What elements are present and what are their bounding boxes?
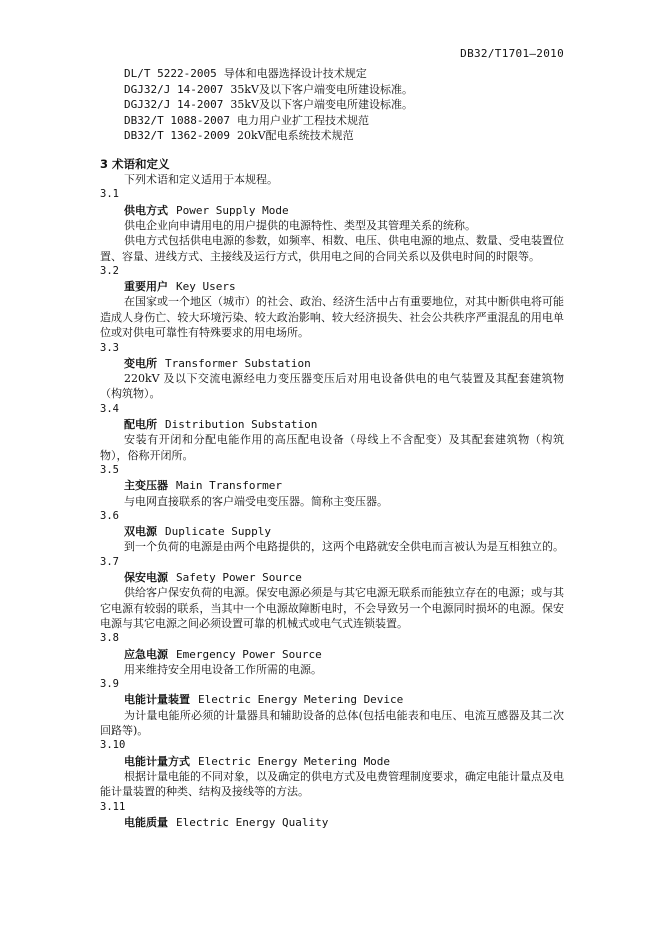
term-number: 3.4 [100,402,119,415]
term-definition: 安装有开闭和分配电能作用的高压配电设备（母线上不含配变）及其配套建筑物（构筑物），俗称开闭所。 [100,433,564,462]
term-definition: 与电网直接联系的客户端受电变压器。简称主变压器。 [124,494,388,508]
reference-item [124,82,413,98]
term-definition: 供电方式包括供电电源的参数，如频率、相数、电压、供电电源的地点、数量、受电装置位置、容量、进线方式、主接线及运行方式，供用电之间的合同关系以及供电时间的时限等。 [100,234,564,263]
term-heading [100,754,564,769]
term-name-cn: 应急电源 [124,647,168,661]
section-intro: 下列术语和定义适用于本规程。 [124,173,278,186]
term-heading [100,356,564,371]
term-heading [100,203,564,218]
term-heading [100,417,564,432]
term-number: 3.10 [100,739,126,752]
reference-title: 20kV配电系统技术规范 [236,129,354,142]
term-name-cn: 供电方式 [124,203,168,217]
term-entry [100,509,564,555]
reference-title: 电力用户业扩工程技术规范 [236,113,369,127]
reference-item [124,66,413,82]
term-definition: 220kV 及以下交流电源经电力变压器变压后对用电设备供电的电气装置及其配套建筑物（构筑物）。 [100,372,564,401]
reference-code: DL/T 5222-2005 [124,67,217,80]
term-number: 3.11 [100,800,126,813]
term-entry [100,677,564,738]
term-heading [100,570,564,585]
term-heading [100,279,564,294]
term-number: 3.8 [100,632,119,645]
term-name-en: Distribution Substation [165,418,318,432]
term-name-en: Duplicate Supply [165,525,271,539]
term-heading [100,692,564,707]
term-definition: 根据计量电能的不同对象，以及确定的供电方式及电费管理制度要求，确定电能计量点及电能计量装置的种类、结构及接线等的方法。 [100,769,564,799]
term-heading [100,815,564,830]
reference-list [124,66,413,144]
reference-item [124,113,413,129]
term-number: 3.1 [100,188,119,201]
term-name-en: Electric Energy Quality [176,815,329,829]
term-entry [100,800,564,830]
terms-section [100,157,564,830]
document-code: DB32/T1701—2010 [460,47,564,60]
term-number: 3.3 [100,341,119,354]
reference-code: DGJ32/J 14-2007 [124,82,224,96]
term-name-en: Transformer Substation [165,356,311,370]
term-definition: 供给客户保安负荷的电源。保安电源必须是与其它电源无联系而能独立存在的电源；或与其它电源有较弱的联系，当其中一个电源故障断电时，不会导致另一个电源同时损坏的电源。保安电源与其它电源之间必须设置可靠的机械式或电气式连锁装置。 [100,586,564,630]
term-entry [100,264,564,341]
reference-item [124,97,413,113]
term-name-en: Electric Energy Metering Mode [198,754,391,768]
term-heading [100,478,564,493]
term-entry [100,555,564,632]
term-name-en: Power Supply Mode [176,203,289,217]
term-name-cn: 主变压器 [124,479,168,493]
term-entry [100,463,564,509]
term-name-cn: 重要用户 [124,280,168,294]
term-definition: 用来维持安全用电设备工作所需的电源。 [124,662,322,676]
reference-code: DB32/T 1362-2009 [124,129,230,142]
term-heading [100,647,564,662]
term-number: 3.2 [100,265,119,278]
term-name-cn: 变电所 [124,356,157,370]
reference-code: DGJ32/J 14-2007 [124,98,224,111]
term-number: 3.6 [100,509,119,522]
term-name-en: Electric Energy Metering Device [198,693,404,707]
term-name-cn: 双电源 [124,525,157,539]
term-entry [100,631,564,677]
term-name-en: Safety Power Source [176,570,302,584]
term-name-cn: 电能计量方式 [124,754,190,768]
term-number: 3.9 [100,678,119,691]
term-name-cn: 保安电源 [124,570,168,584]
term-name-cn: 配电所 [124,418,157,432]
term-name-en: Main Transformer [176,479,282,493]
term-name-en: Emergency Power Source [176,647,322,661]
section-title: 3 术语和定义 [100,157,170,171]
reference-item [124,128,413,144]
term-number: 3.5 [100,464,119,477]
term-entry [100,187,564,264]
reference-title: 导体和电器选择设计技术规定 [223,67,367,80]
term-number: 3.7 [100,555,119,568]
term-entry [100,402,564,463]
reference-title: 35kV及以下客户端变电所建设标准。 [230,82,413,96]
term-definition: 为计量电能所必须的计量器具和辅助设备的总体(包括电能表和电压、电流互感器及其二次回路等)。 [100,708,564,737]
term-name-cn: 电能质量 [124,815,168,829]
reference-title: 35kV及以下客户端变电所建设标准。 [230,98,413,111]
term-entry [100,341,564,402]
term-name-en: Key Users [176,280,236,294]
term-definition: 在国家或一个地区（城市）的社会、政治、经济生活中占有重要地位，对其中断供电将可能造成人身伤亡、较大环境污染、较大政治影响、较大经济损失、社会公共秩序严重混乱的用电单位或对供电可靠性有特殊要求的用电场所。 [100,295,564,340]
term-name-cn: 电能计量装置 [124,693,190,707]
term-entry [100,738,564,799]
reference-code: DB32/T 1088-2007 [124,113,230,127]
term-definition: 到一个负荷的电源是由两个电路提供的，这两个电路就安全供电而言被认为是互相独立的。 [124,540,564,554]
term-definition: 供电企业向申请用电的用户提供的电源特性、类型及其管理关系的统称。 [124,218,476,232]
term-heading [100,524,564,539]
